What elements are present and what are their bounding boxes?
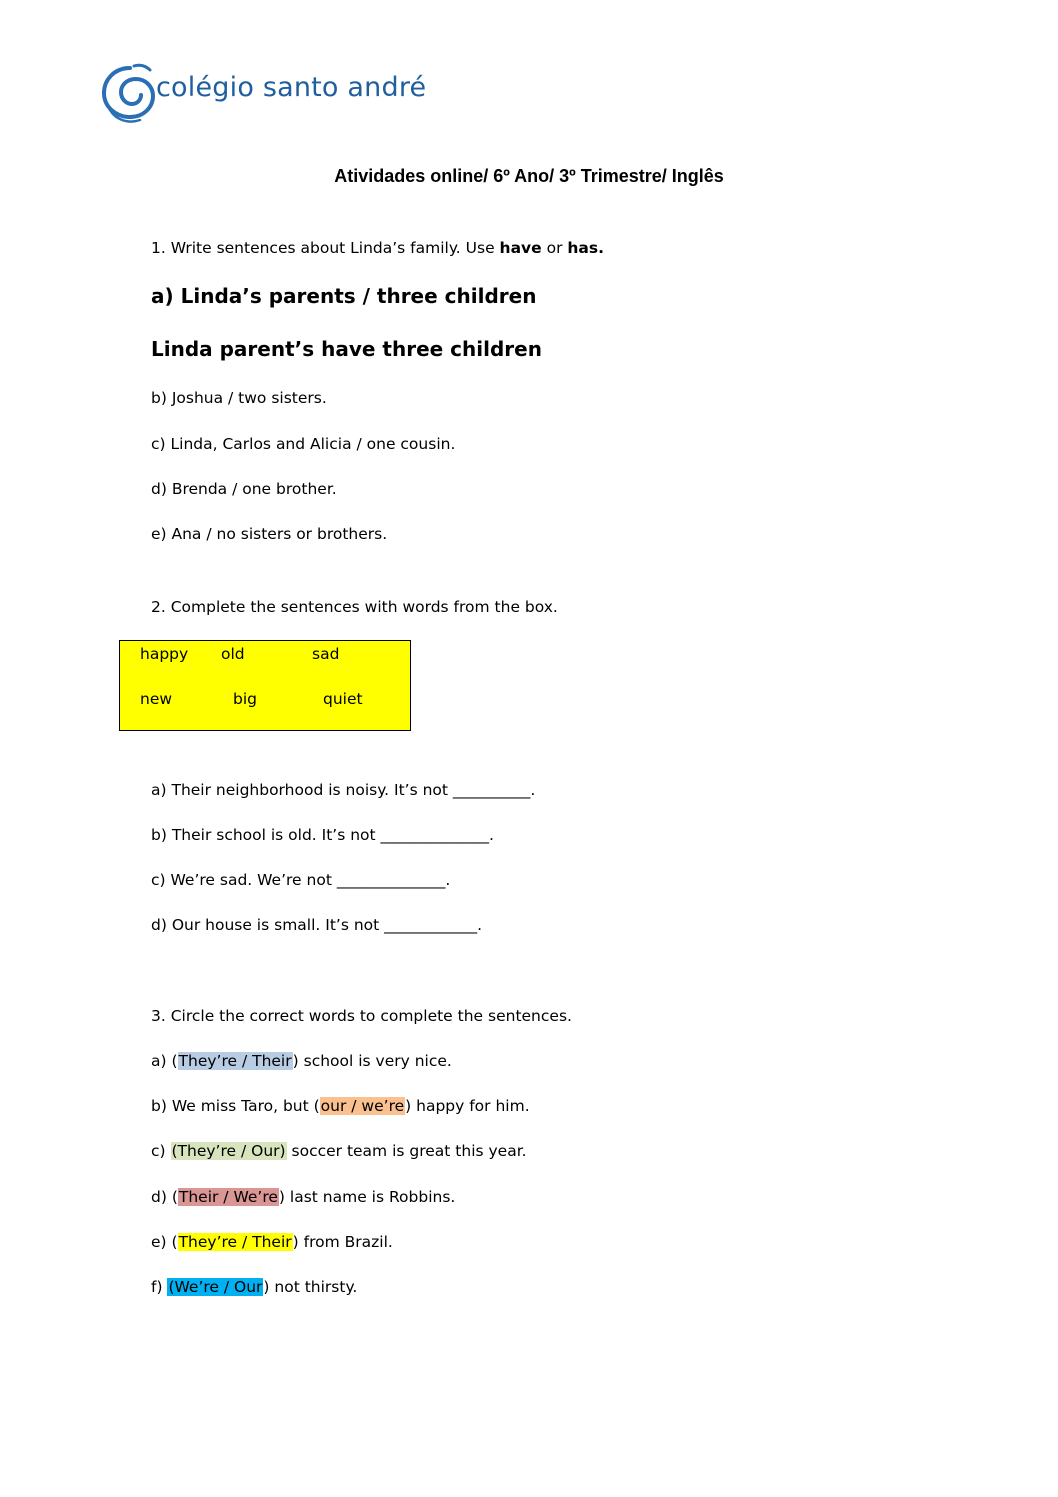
section3-instruction: 3. Circle the correct words to complete the sentences. <box>151 1007 572 1025</box>
highlighted-choice: our / we’re <box>320 1097 405 1115</box>
box-word-quiet: quiet <box>323 690 363 708</box>
section2-instruction: 2. Complete the sentences with words from the box. <box>151 598 558 616</box>
section1-item-e: e) Ana / no sisters or brothers. <box>151 525 388 543</box>
box-word-happy: happy <box>140 645 189 663</box>
section3-item-c <box>151 1142 527 1160</box>
item-suffix: last name is Robbins. <box>284 1188 456 1206</box>
logo-text: colégio santo andré <box>156 72 427 103</box>
item-close: ) <box>405 1097 412 1115</box>
section1-item-b: b) Joshua / two sisters. <box>151 389 327 407</box>
word-box <box>119 640 411 731</box>
item-suffix: soccer team is great this year. <box>286 1142 527 1160</box>
section2-item-c: c) We’re sad. We’re not ______________. <box>151 871 451 889</box>
item-prefix: c) <box>151 1142 171 1160</box>
item-close: ) <box>278 1188 285 1206</box>
school-logo <box>100 60 427 130</box>
section2-item-d: d) Our house is small. It’s not ____________. <box>151 916 483 934</box>
keyword-has: has. <box>567 239 604 257</box>
box-word-sad: sad <box>312 645 340 663</box>
highlighted-choice: (We’re / Our <box>168 1278 263 1296</box>
section3-item-f <box>151 1278 357 1296</box>
section2-item-b: b) Their school is old. It’s not ______________. <box>151 826 494 844</box>
swirl-logo-icon <box>100 60 160 130</box>
item-prefix: a) ( <box>151 1052 178 1070</box>
item-close: ) <box>263 1278 270 1296</box>
section1-example-prompt: a) Linda’s parents / three children <box>151 284 537 308</box>
section3-item-b <box>151 1097 530 1115</box>
item-prefix: d) ( <box>151 1188 178 1206</box>
section1-instruction <box>151 239 604 257</box>
item-close: ) <box>292 1052 299 1070</box>
highlighted-choice: They’re / Their <box>178 1233 292 1251</box>
box-word-big: big <box>233 690 257 708</box>
section3-item-a <box>151 1052 452 1070</box>
item-prefix: b) We miss Taro, but ( <box>151 1097 320 1115</box>
highlighted-choice: (They’re / Our) <box>171 1142 286 1160</box>
highlighted-choice: Their / We’re <box>178 1188 278 1206</box>
instruction-or: or <box>541 239 568 257</box>
section1-example-answer: Linda parent’s have three children <box>151 337 542 361</box>
keyword-have: have <box>499 239 542 257</box>
item-prefix: e) ( <box>151 1233 178 1251</box>
item-suffix: from Brazil. <box>298 1233 393 1251</box>
section1-item-c: c) Linda, Carlos and Alicia / one cousin. <box>151 435 456 453</box>
highlighted-choice: They’re / Their <box>178 1052 292 1070</box>
item-prefix: f) <box>151 1278 168 1296</box>
box-word-old: old <box>221 645 245 663</box>
section3-item-e <box>151 1233 393 1251</box>
section2-item-a: a) Their neighborhood is noisy. It’s not __________. <box>151 781 536 799</box>
instruction-text: 1. Write sentences about Linda’s family. Use <box>151 239 500 257</box>
item-suffix: not thirsty. <box>269 1278 358 1296</box>
item-close: ) <box>292 1233 299 1251</box>
item-suffix: happy for him. <box>411 1097 530 1115</box>
section3-item-d <box>151 1188 455 1206</box>
box-word-new: new <box>140 690 173 708</box>
item-suffix: school is very nice. <box>298 1052 452 1070</box>
section1-item-d: d) Brenda / one brother. <box>151 480 337 498</box>
page-title: Atividades online/ 6º Ano/ 3º Trimestre/ Inglês <box>334 166 724 186</box>
